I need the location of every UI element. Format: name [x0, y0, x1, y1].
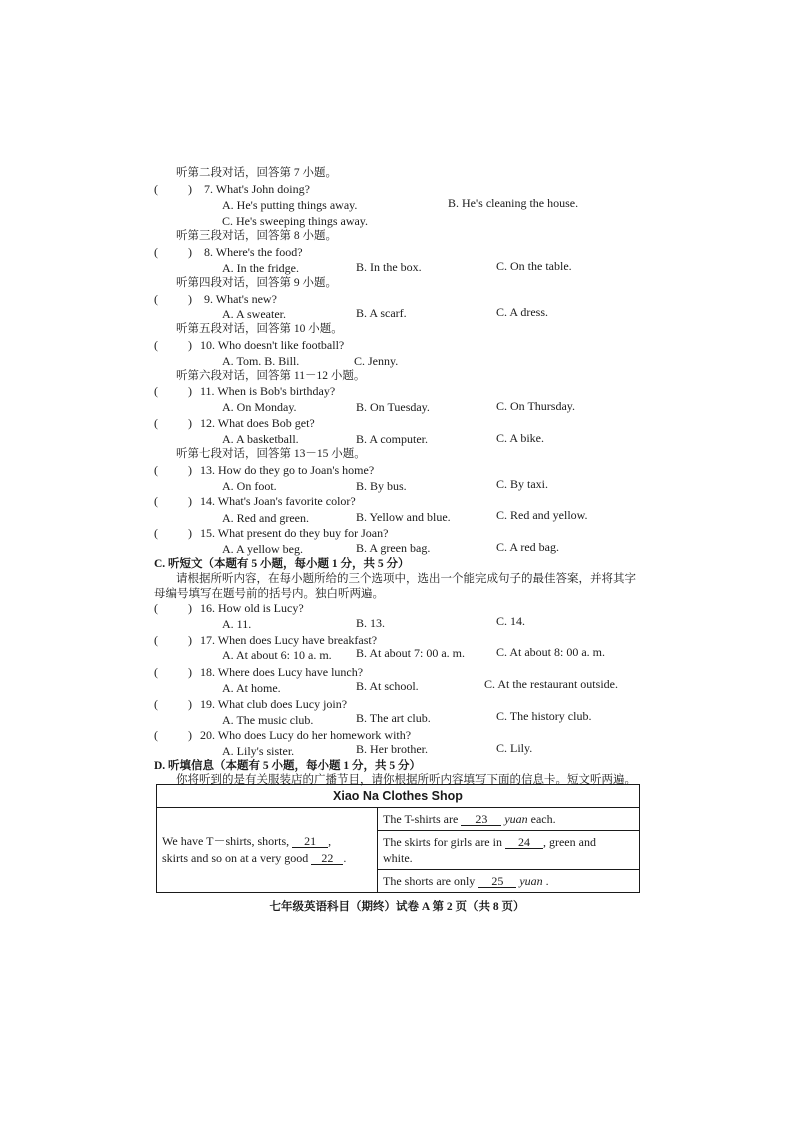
question-8-stem: 8. Where's the food?	[204, 245, 303, 259]
card-left-line-2: skirts and so on at a very good	[162, 851, 309, 865]
answer-bracket-18[interactable]: ( )	[154, 665, 192, 679]
info-card-left-cell: We have T－shirts, shorts, 21 , skirts and so on at a very good 22 .	[157, 808, 378, 893]
answer-bracket-11[interactable]: ( )	[154, 384, 192, 398]
question-16-stem: 16. How old is Lucy?	[200, 601, 304, 615]
answer-bracket-12[interactable]: ( )	[154, 416, 192, 430]
question-7-option-b: B. He's cleaning the house.	[448, 196, 579, 210]
question-13-option-a: A. On foot.	[222, 479, 277, 493]
question-15-option-b: B. A green bag.	[356, 541, 431, 555]
instruction-dialogue-2: 听第二段对话，回答第 7 小题。	[176, 167, 337, 179]
answer-bracket-9[interactable]: ( )	[154, 292, 192, 306]
instruction-dialogue-5: 听第五段对话，回答第 10 小题。	[176, 323, 343, 335]
tshirt-text: The T-shirts are	[383, 812, 459, 826]
answer-bracket-14[interactable]: ( )	[154, 494, 192, 508]
question-17-option-b: B. At about 7: 00 a. m.	[356, 646, 465, 660]
question-19-stem: 19. What club does Lucy join?	[200, 697, 348, 711]
question-12-option-c: C. A bike.	[496, 431, 545, 445]
answer-bracket-8[interactable]: ( )	[154, 245, 192, 259]
section-c-instruction-line-2: 母编号填写在题号前的括号内。独白听两遍。	[154, 588, 384, 600]
shorts-text: The shorts are only	[383, 874, 476, 888]
instruction-dialogue-3: 听第三段对话，回答第 8 小题。	[176, 230, 337, 242]
blank-22[interactable]: 22	[311, 852, 343, 865]
answer-bracket-10[interactable]: ( )	[154, 338, 192, 352]
blank-25[interactable]: 25	[478, 875, 516, 888]
answer-bracket-19[interactable]: ( )	[154, 697, 192, 711]
question-11-stem: 11. When is Bob's birthday?	[200, 384, 336, 398]
question-16-option-a: A. 11.	[222, 617, 252, 631]
question-16-option-b: B. 13.	[356, 616, 386, 630]
blank-23[interactable]: 23	[461, 813, 501, 826]
blank-24[interactable]: 24	[505, 836, 543, 849]
question-11-option-c: C. On Thursday.	[496, 399, 575, 413]
question-19-option-a: A. The music club.	[222, 713, 314, 727]
question-15-option-a: A. A yellow beg.	[222, 542, 303, 556]
question-12-stem: 12. What does Bob get?	[200, 416, 315, 430]
question-10-stem: 10. Who doesn't like football?	[200, 338, 345, 352]
section-c-title: C. 听短文（本题有 5 小题，每小题 1 分，共 5 分）	[154, 558, 410, 570]
question-20-stem: 20. Who does Lucy do her homework with?	[200, 728, 412, 742]
tshirt-unit: yuan	[504, 812, 528, 826]
question-20-option-c: C. Lily.	[496, 741, 533, 755]
info-card-shorts-cell: The shorts are only 25 yuan .	[378, 870, 640, 893]
question-20-option-b: B. Her brother.	[356, 742, 428, 756]
section-d-instruction: 你将听到的是有关服装店的广播节目，请你根据所听内容填写下面的信息卡。短文听两遍。	[176, 774, 636, 786]
question-14-option-a: A. Red and green.	[222, 511, 309, 525]
question-12-option-a: A. A basketball.	[222, 432, 299, 446]
question-7-stem: 7. What's John doing?	[204, 182, 310, 196]
question-19-option-b: B. The art club.	[356, 711, 431, 725]
answer-bracket-16[interactable]: ( )	[154, 601, 192, 615]
question-14-stem: 14. What's Joan's favorite color?	[200, 494, 356, 508]
question-17-option-a: A. At about 6: 10 a. m.	[222, 648, 332, 662]
question-9-option-a: A. A sweater.	[222, 307, 286, 321]
question-16-option-c: C. 14.	[496, 614, 526, 628]
question-20-option-a: A. Lily's sister.	[222, 744, 295, 758]
question-13-option-c: C. By taxi.	[496, 477, 549, 491]
answer-bracket-7[interactable]: ( )	[154, 182, 192, 196]
answer-bracket-13[interactable]: ( )	[154, 463, 192, 477]
question-10-option-c: C. Jenny.	[354, 354, 399, 368]
answer-bracket-20[interactable]: ( )	[154, 728, 192, 742]
question-9-option-c: C. A dress.	[496, 305, 549, 319]
tshirt-each: each.	[530, 812, 556, 826]
question-19-option-c: C. The history club.	[496, 709, 592, 723]
question-18-option-c: C. At the restaurant outside.	[484, 677, 618, 691]
info-card-table	[156, 784, 640, 893]
info-card-header: Xiao Na Clothes Shop	[157, 785, 640, 808]
question-14-option-b: B. Yellow and blue.	[356, 510, 451, 524]
section-d-title: D. 听填信息（本题有 5 小题，每小题 1 分，共 5 分）	[154, 760, 422, 772]
blank-21[interactable]: 21	[292, 835, 328, 848]
instruction-dialogue-4: 听第四段对话，回答第 9 小题。	[176, 277, 337, 289]
card-left-line-1: We have T－shirts, shorts,	[162, 834, 290, 848]
answer-bracket-17[interactable]: ( )	[154, 633, 192, 647]
info-card-skirt-cell	[378, 831, 640, 870]
answer-bracket-15[interactable]: ( )	[154, 526, 192, 540]
question-10-option-a-b: A. Tom. B. Bill.	[222, 354, 300, 368]
question-14-option-c: C. Red and yellow.	[496, 508, 588, 522]
question-7-option-a: A. He's putting things away.	[222, 198, 358, 212]
question-8-option-a: A. In the fridge.	[222, 261, 299, 275]
question-9-option-b: B. A scarf.	[356, 306, 407, 320]
question-13-stem: 13. How do they go to Joan's home?	[200, 463, 375, 477]
question-8-option-c: C. On the table.	[496, 259, 572, 273]
question-17-stem: 17. When does Lucy have breakfast?	[200, 633, 378, 647]
question-17-option-c: C. At about 8: 00 a. m.	[496, 645, 605, 659]
question-13-option-b: B. By bus.	[356, 479, 407, 493]
question-9-stem: 9. What's new?	[204, 292, 277, 306]
skirt-text-line-2: white.	[383, 851, 413, 865]
skirt-colors: , green and	[542, 835, 596, 849]
question-7-option-c: C. He's sweeping things away.	[222, 214, 369, 228]
question-18-option-a: A. At home.	[222, 681, 281, 695]
skirt-text: The skirts for girls are in	[383, 835, 502, 849]
question-18-option-b: B. At school.	[356, 679, 419, 693]
instruction-dialogue-6: 听第六段对话，回答第 11－12 小题。	[176, 370, 366, 382]
question-11-option-b: B. On Tuesday.	[356, 400, 430, 414]
info-card-tshirt-cell	[378, 808, 640, 831]
question-18-stem: 18. Where does Lucy have lunch?	[200, 665, 364, 679]
page-footer: 七年级英语科目（期终）试卷 A 第 2 页（共 8 页）	[269, 901, 525, 913]
question-15-option-c: C. A red bag.	[496, 540, 559, 554]
section-c-instruction-line-1: 请根据所听内容，在每小题所给的三个选项中，选出一个能完成句子的最佳答案，并将其字	[176, 573, 636, 585]
instruction-dialogue-7: 听第七段对话，回答第 13－15 小题。	[176, 448, 366, 460]
question-12-option-b: B. A computer.	[356, 432, 428, 446]
question-11-option-a: A. On Monday.	[222, 400, 297, 414]
question-8-option-b: B. In the box.	[356, 260, 422, 274]
shorts-unit: yuan	[519, 874, 543, 888]
question-15-stem: 15. What present do they buy for Joan?	[200, 526, 389, 540]
